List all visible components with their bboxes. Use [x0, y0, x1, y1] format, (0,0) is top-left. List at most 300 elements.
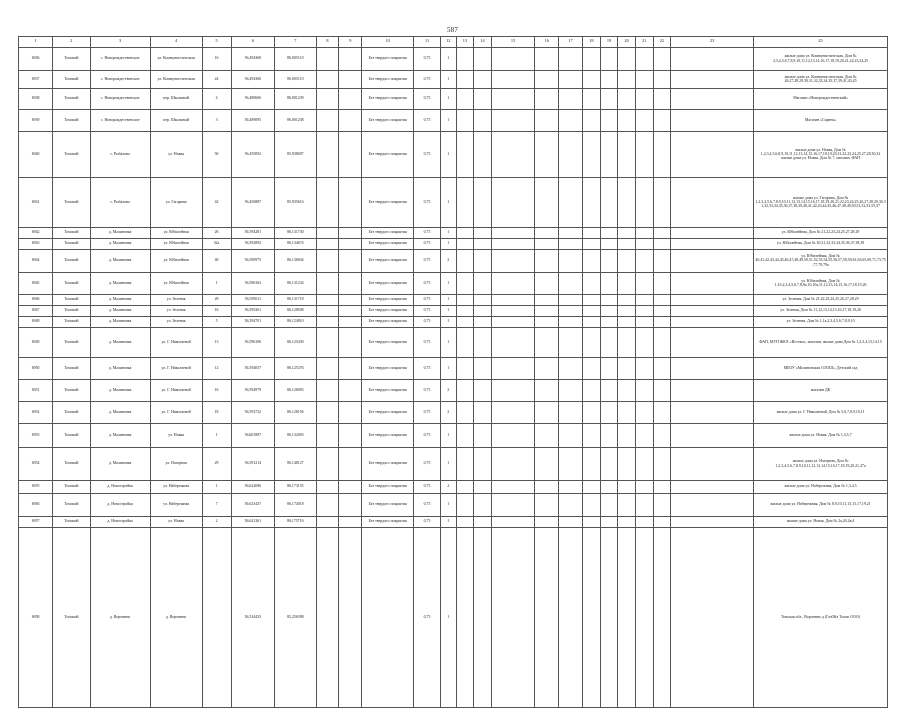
table-cell [559, 527, 583, 707]
table-cell: 0,75 [414, 131, 441, 177]
table-cell [316, 447, 339, 480]
table-cell [583, 480, 601, 493]
table-cell [600, 447, 618, 480]
table-cell: 26 [202, 227, 231, 238]
table-cell [474, 480, 492, 493]
table-cell: 6954 [19, 447, 53, 480]
table-cell: Магазин «Сирень» [754, 109, 888, 131]
table-cell: ул. Г. Николаевой [150, 401, 202, 423]
table-cell [491, 47, 535, 70]
table-cell [316, 88, 339, 109]
table-row [19, 527, 888, 707]
table-cell [491, 249, 535, 272]
table-cell: 16 [202, 379, 231, 401]
table-cell [583, 70, 601, 88]
table-cell [339, 357, 362, 379]
table-cell [339, 47, 362, 70]
table-cell [635, 70, 653, 88]
table-cell: 1 [441, 357, 457, 379]
table-cell [535, 357, 559, 379]
table-cell [583, 379, 601, 401]
table-cell [339, 447, 362, 480]
table-row [19, 249, 888, 272]
table-row [19, 316, 888, 327]
column-number: 17 [559, 37, 583, 48]
table-cell [653, 227, 671, 238]
table-cell [456, 447, 474, 480]
table-cell [535, 70, 559, 88]
table-cell [456, 294, 474, 305]
table-cell: Томский [53, 70, 90, 88]
table-cell [600, 88, 618, 109]
table-cell: жилые дома ул. Новая, Дом № 1,2,3,4,5,6,8,9,10,11,12,13,14,15,16,17,18,19,20,21,22,23,24,25,27,28,30,32 жилые дома ул. Новая, Дом № 7, магазин, ФАП [754, 131, 888, 177]
table-cell: с. Новорождественское [90, 109, 150, 131]
table-cell [535, 109, 559, 131]
table-cell: 3 [202, 109, 231, 131]
table-cell: Без твердого покрытия [362, 131, 414, 177]
table-cell [456, 227, 474, 238]
table-cell [491, 294, 535, 305]
table-cell [535, 493, 559, 516]
table-cell [671, 493, 754, 516]
table-cell: ул. Коммунистическая [150, 70, 202, 88]
table-cell [535, 47, 559, 70]
table-cell [491, 316, 535, 327]
table-cell [671, 423, 754, 447]
table-cell [653, 249, 671, 272]
table-cell [316, 249, 339, 272]
table-cell [535, 379, 559, 401]
table-cell [491, 70, 535, 88]
table-cell: д. Малиновка [90, 316, 150, 327]
table-cell: 1 [441, 109, 457, 131]
table-cell: 0,75 [414, 357, 441, 379]
table-cell [635, 480, 653, 493]
table-cell [456, 527, 474, 707]
table-cell: Томский [53, 294, 90, 305]
table-cell [671, 316, 754, 327]
table-cell [600, 327, 618, 357]
table-cell: 0,75 [414, 88, 441, 109]
table-cell [653, 527, 671, 707]
table-cell: 0,75 [414, 447, 441, 480]
table-cell [583, 109, 601, 131]
table-cell [618, 423, 636, 447]
table-cell: 1 [441, 47, 457, 70]
table-cell: Магазин «Новорождественский» [754, 88, 888, 109]
table-cell: Без твердого покрытия [362, 272, 414, 294]
table-cell: 6955 [19, 480, 53, 493]
table-cell [635, 401, 653, 423]
table-cell: 2 [441, 249, 457, 272]
table-cell [339, 70, 362, 88]
column-number: 2 [53, 37, 90, 48]
column-number: 7 [275, 37, 316, 48]
table-cell: 2 [441, 480, 457, 493]
table-cell [535, 249, 559, 272]
table-cell: пер. Школьный [150, 88, 202, 109]
table-cell [671, 238, 754, 249]
table-cell: Томский [53, 327, 90, 357]
table-cell: 0,75 [414, 327, 441, 357]
table-cell: 56,593732 [231, 401, 275, 423]
table-cell: 86,175716 [275, 516, 316, 527]
table-cell [474, 527, 492, 707]
table-cell [202, 527, 231, 707]
table-cell: 85,935616 [275, 177, 316, 227]
table-cell: ул. Набережная [150, 493, 202, 516]
table-cell: Без твердого покрытия [362, 238, 414, 249]
table-cell [456, 493, 474, 516]
table-cell: ул. Г. Николаевой [150, 357, 202, 379]
table-cell: 12 [202, 357, 231, 379]
table-cell: 1 [441, 131, 457, 177]
table-cell: 6951 [19, 379, 53, 401]
table-cell [583, 516, 601, 527]
table-cell [600, 379, 618, 401]
table-cell: 6940 [19, 131, 53, 177]
table-cell: 6957 [19, 516, 53, 527]
table-cell [491, 272, 535, 294]
table-cell [600, 272, 618, 294]
table-cell [653, 447, 671, 480]
column-number: 16 [535, 37, 559, 48]
table-cell [316, 131, 339, 177]
table-cell: с. Рыбалово [90, 131, 150, 177]
table-cell [671, 480, 754, 493]
table-cell: 6937 [19, 70, 53, 88]
table-cell [671, 227, 754, 238]
table-cell [339, 109, 362, 131]
table-cell [618, 305, 636, 316]
table-cell [559, 249, 583, 272]
table-cell [339, 131, 362, 177]
table-cell [339, 305, 362, 316]
table-cell: 0,75 [414, 305, 441, 316]
table-cell [474, 88, 492, 109]
table-row [19, 357, 888, 379]
table-cell [559, 70, 583, 88]
column-number: 21 [635, 37, 653, 48]
table-cell [339, 401, 362, 423]
table-cell: 0,75 [414, 401, 441, 423]
table-cell [316, 305, 339, 316]
table-cell [559, 294, 583, 305]
table-cell: Томский [53, 88, 90, 109]
table-cell [635, 316, 653, 327]
table-row [19, 423, 888, 447]
table-cell: 6953 [19, 423, 53, 447]
table-cell: д. Новостройка [90, 480, 150, 493]
table-cell [671, 294, 754, 305]
table-row [19, 516, 888, 527]
table-cell [456, 423, 474, 447]
table-cell: ул. Юбилейная, Дом № 40,41,42,43,44,45,46,47,48,49,50,51,52,53,54,55,56,57,58,59,61,63,65,69,71,73,75,77,79,79а [754, 249, 888, 272]
table-cell [491, 238, 535, 249]
table-cell [635, 423, 653, 447]
table-cell [491, 131, 535, 177]
table-cell: 42 [202, 177, 231, 227]
table-cell [583, 238, 601, 249]
table-cell: 4 [202, 88, 231, 109]
table-cell: жилые дома ул. Коммунистическая, Дом № 2,3,4,5,6,7,8,9,10,11,12,13,14,16,17,18,19,20,21,22,23,24,25 [754, 47, 888, 70]
table-cell: 6944 [19, 249, 53, 272]
table-cell [535, 227, 559, 238]
column-number: 10 [362, 37, 414, 48]
column-number: 1 [19, 37, 53, 48]
table-cell: д. Новостройка [90, 516, 150, 527]
table-cell [456, 379, 474, 401]
table-cell [559, 305, 583, 316]
table-cell [491, 357, 535, 379]
table-cell [583, 447, 601, 480]
table-cell [474, 272, 492, 294]
table-cell [316, 177, 339, 227]
table-cell: Без твердого покрытия [362, 177, 414, 227]
table-cell [474, 357, 492, 379]
table-cell: 32а [202, 238, 231, 249]
table-cell: 6942 [19, 227, 53, 238]
column-number: 9 [339, 37, 362, 48]
table-cell: 2 [441, 379, 457, 401]
table-cell [535, 423, 559, 447]
table-cell [535, 401, 559, 423]
table-cell [559, 423, 583, 447]
table-cell: с. Рыбалово [90, 177, 150, 227]
table-cell: 86,131234 [275, 272, 316, 294]
table-cell: Без твердого покрытия [362, 88, 414, 109]
table-cell [474, 109, 492, 131]
table-cell: 0,75 [414, 527, 441, 707]
table-cell [491, 423, 535, 447]
column-number: 11 [414, 37, 441, 48]
table-cell: 56,601887 [231, 423, 275, 447]
table-cell [316, 423, 339, 447]
table-cell: 2 [202, 516, 231, 527]
table-cell [559, 88, 583, 109]
table-cell: Томский [53, 272, 90, 294]
table-cell: 1 [441, 423, 457, 447]
table-cell: 0,75 [414, 249, 441, 272]
table-row [19, 177, 888, 227]
table-cell: 1 [202, 272, 231, 294]
table-cell [456, 249, 474, 272]
table-cell: 1 [441, 227, 457, 238]
table-cell: 6945 [19, 272, 53, 294]
table-cell [559, 272, 583, 294]
table-cell [474, 177, 492, 227]
table-cell: 6948 [19, 316, 53, 327]
table-cell [316, 527, 339, 707]
table-cell [559, 109, 583, 131]
table-cell: 56,534433 [231, 527, 275, 707]
table-cell [653, 401, 671, 423]
table-cell: 56,595361 [231, 305, 275, 316]
table-cell [618, 47, 636, 70]
table-cell [456, 327, 474, 357]
table-cell: Томский [53, 47, 90, 70]
table-cell [559, 516, 583, 527]
table-cell [635, 177, 653, 227]
table-cell [635, 527, 653, 707]
table-cell [618, 327, 636, 357]
table-cell: 0,75 [414, 227, 441, 238]
table-cell: ул. Юбилейная, Дом № 30,31,32,33,34,35,36,37,38,39 [754, 238, 888, 249]
table-row [19, 131, 888, 177]
table-cell: Без твердого покрытия [362, 493, 414, 516]
table-cell: ул. Юбилейная [150, 227, 202, 238]
table-cell: жилые дома ул. Новая, Дом № 1,3,5,7 [754, 423, 888, 447]
table-cell [635, 109, 653, 131]
table-cell: д. Малиновка [90, 294, 150, 305]
table-cell: д. Малиновка [90, 379, 150, 401]
table-cell [583, 177, 601, 227]
table-cell [316, 70, 339, 88]
column-number: 12 [441, 37, 457, 48]
table-cell [635, 47, 653, 70]
table-cell [635, 327, 653, 357]
table-cell [535, 327, 559, 357]
column-number-row [19, 37, 888, 48]
table-cell: Без твердого покрытия [362, 327, 414, 357]
table-cell: Без твердого покрытия [362, 70, 414, 88]
column-number: 18 [583, 37, 601, 48]
table-cell: Томский [53, 423, 90, 447]
table-cell: 50 [202, 131, 231, 177]
table-cell [653, 70, 671, 88]
table-cell [535, 480, 559, 493]
table-cell: 0,75 [414, 516, 441, 527]
table-cell: Без твердого покрытия [362, 480, 414, 493]
table-cell [456, 70, 474, 88]
table-cell [474, 423, 492, 447]
table-cell: 56,621361 [231, 516, 275, 527]
table-cell: 6941 [19, 177, 53, 227]
table-cell [600, 177, 618, 227]
table-cell: ул. Новая [150, 516, 202, 527]
table-cell [635, 131, 653, 177]
table-cell: 1 [441, 177, 457, 227]
column-number: 13 [456, 37, 474, 48]
table-cell: Томский [53, 227, 90, 238]
table-cell: 1 [441, 327, 457, 357]
table-cell [535, 272, 559, 294]
table-cell [559, 480, 583, 493]
table-cell: 6947 [19, 305, 53, 316]
table-cell: ул. Юбилейная [150, 272, 202, 294]
table-cell [491, 527, 535, 707]
table-cell: Томский [53, 238, 90, 249]
table-cell [316, 109, 339, 131]
table-row [19, 379, 888, 401]
column-number: 5 [202, 37, 231, 48]
table-cell: 56,592892 [231, 238, 275, 249]
table-cell [491, 480, 535, 493]
table-cell [339, 294, 362, 305]
table-cell [339, 480, 362, 493]
table-cell [559, 177, 583, 227]
table-cell: 24 [202, 70, 231, 88]
table-cell [456, 238, 474, 249]
table-cell: Без твердого покрытия [362, 227, 414, 238]
table-cell: 1 [441, 516, 457, 527]
table-cell: Без твердого покрытия [362, 516, 414, 527]
table-cell: Томский [53, 109, 90, 131]
table-cell [339, 249, 362, 272]
table-cell [474, 305, 492, 316]
table-cell: 56,594281 [231, 227, 275, 238]
table-cell [316, 316, 339, 327]
table-cell [653, 357, 671, 379]
table-cell: Томский [53, 379, 90, 401]
table-cell [600, 423, 618, 447]
table-cell: 86,174018 [275, 493, 316, 516]
table-row [19, 47, 888, 70]
table-cell: д. Малиновка [90, 238, 150, 249]
table-cell [559, 401, 583, 423]
table-cell: ул. Зеленая [150, 294, 202, 305]
table-cell: 7 [202, 493, 231, 516]
table-cell: 86,128948 [275, 305, 316, 316]
table-cell: 1 [441, 238, 457, 249]
table-cell [600, 70, 618, 88]
table-cell: 0,75 [414, 294, 441, 305]
table-cell: 56,623437 [231, 493, 275, 516]
table-row [19, 401, 888, 423]
table-cell [316, 401, 339, 423]
register-table [18, 36, 888, 708]
table-row [19, 227, 888, 238]
table-cell [600, 238, 618, 249]
table-cell [653, 294, 671, 305]
table-cell: ул. Нагорная [150, 447, 202, 480]
table-cell: ул. Юбилейная, Дом № 1,1б,2,3,4,5,6,7,8,9а,10,10а,11,12,13,14,15,16,17,18,19,20 [754, 272, 888, 294]
table-cell [618, 516, 636, 527]
table-cell: 86,126093 [275, 379, 316, 401]
table-cell [600, 527, 618, 707]
table-cell [456, 316, 474, 327]
table-cell [671, 447, 754, 480]
table-cell: 1 [441, 305, 457, 316]
table-cell: 1 [441, 527, 457, 707]
table-cell: 56,594701 [231, 316, 275, 327]
table-cell [653, 379, 671, 401]
table-cell [653, 305, 671, 316]
table-cell [339, 327, 362, 357]
table-cell [316, 238, 339, 249]
column-number: 14 [474, 37, 492, 48]
table-cell: ул. Зеленая, Дом № 21,22,23,24,25,26,27,28,29 [754, 294, 888, 305]
table-cell: 16 [202, 47, 231, 70]
table-cell [491, 379, 535, 401]
table-cell [618, 272, 636, 294]
table-cell: 6949 [19, 327, 53, 357]
table-cell: 56,456887 [231, 177, 275, 227]
table-cell: д. Малиновка [90, 305, 150, 316]
table-cell [559, 447, 583, 480]
table-cell [671, 272, 754, 294]
table-cell: 56,590975 [231, 249, 275, 272]
table-cell [474, 227, 492, 238]
table-cell: 56,455092 [231, 131, 275, 177]
table-cell [535, 316, 559, 327]
table-cell [635, 447, 653, 480]
table-cell: 85,938697 [275, 131, 316, 177]
table-cell: ул. Новая [150, 423, 202, 447]
table-row [19, 88, 888, 109]
table-cell: Томский [53, 447, 90, 480]
table-cell [559, 227, 583, 238]
